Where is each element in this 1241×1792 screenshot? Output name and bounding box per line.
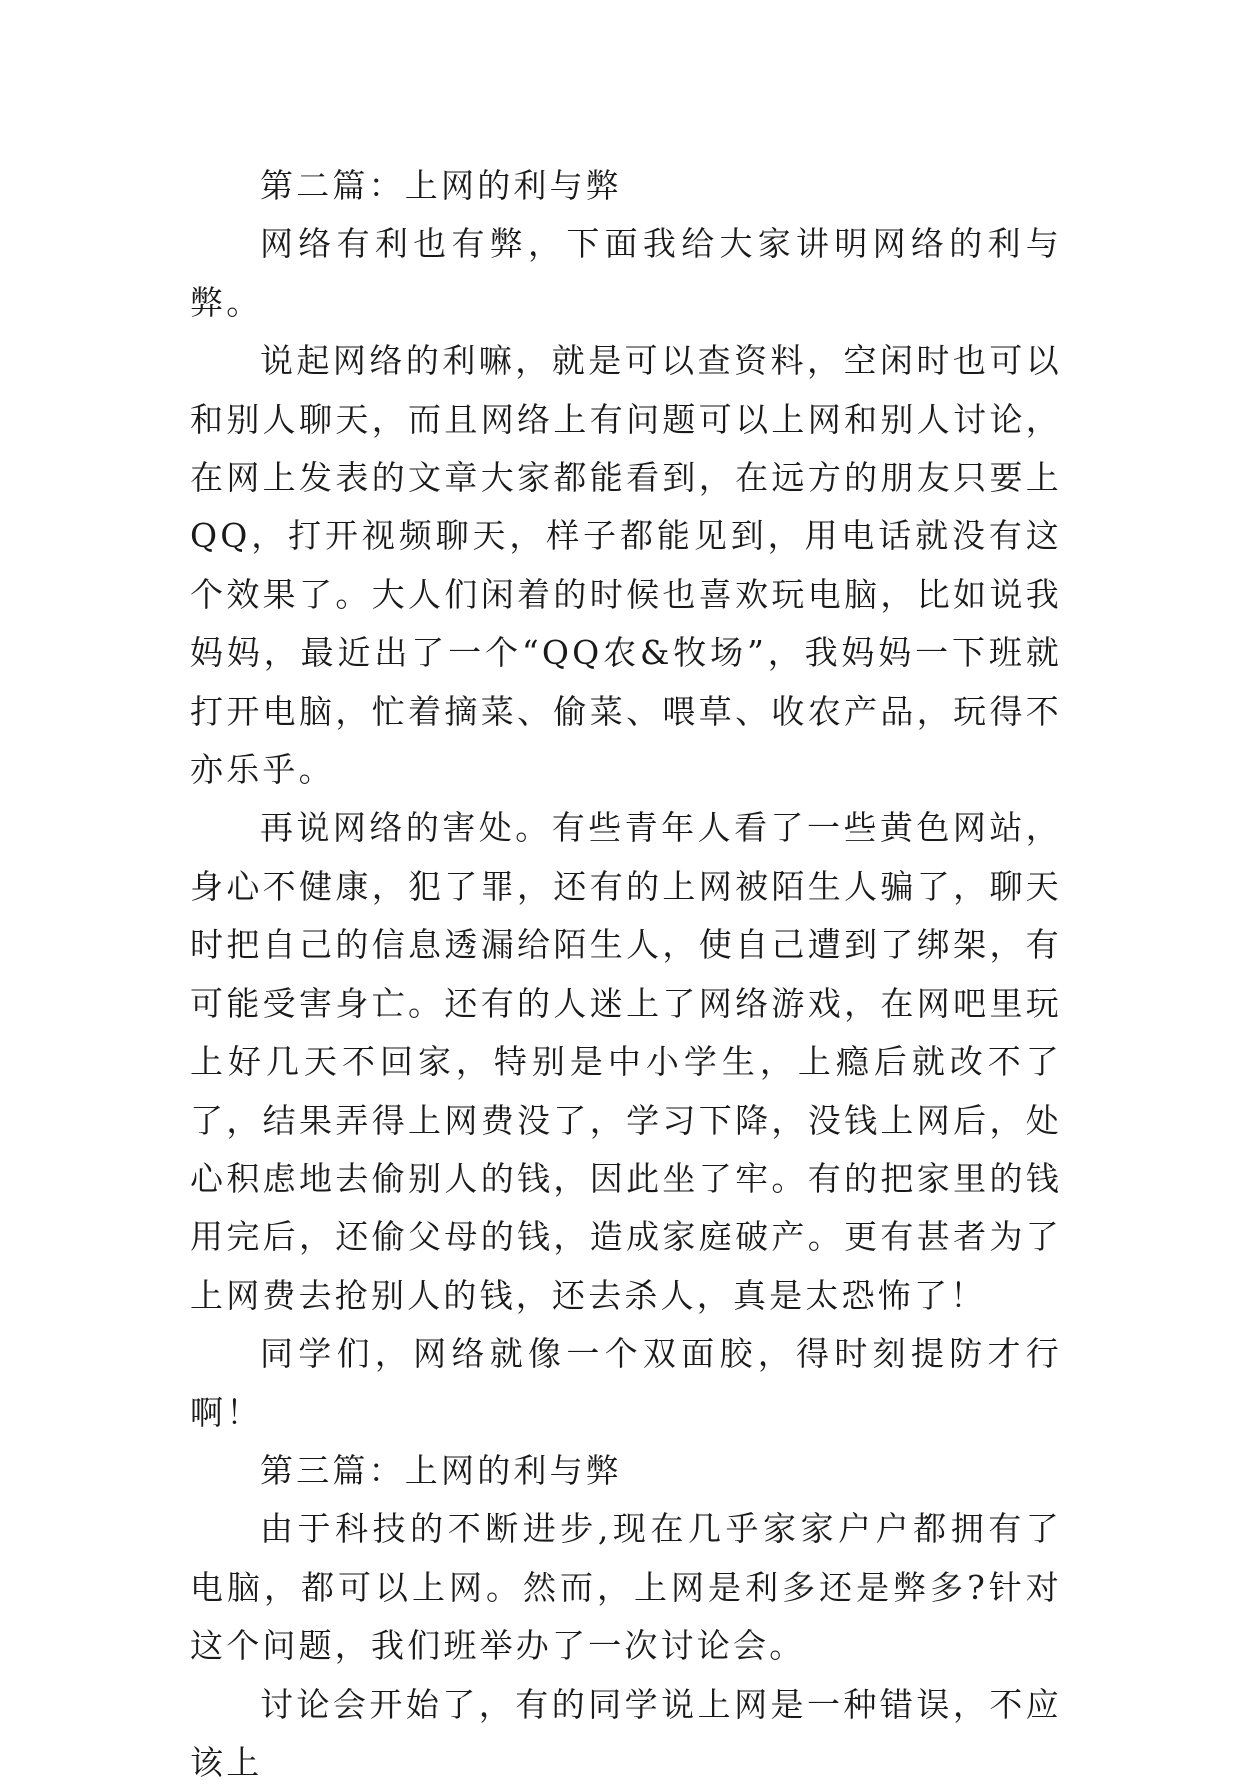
paragraph-harms: 再说网络的害处。有些青年人看了一些黄色网站，身心不健康，犯了罪，还有的上网被陌生人骗了，聊天时把自己的信息透漏给陌生人，使自己遭到了绑架，有可能受害身亡。还有的人迷上了网络游戏，在网吧里玩上好几天不回家，特别是中小学生，上瘾后就改不了了，结果弄得上网费没了，学习下降，没钱上网后，处心积虑地去偷别人的钱，因此坐了牢。有的把家里的钱用完后，还偷父母的钱，造成家庭破产。更有甚者为了上网费去抢别人的钱，还去杀人，真是太恐怖了！ bbox=[190, 808, 1062, 1315]
paragraph-benefits: 说起网络的利嘛，就是可以查资料，空闲时也可以和别人聊天，而且网络上有问题可以上网和别人讨论，在网上发表的文章大家都能看到，在远方的朋友只要上QQ，打开视频聊天，样子都能见到，用电话就没有这个效果了。大人们闲着的时候也喜欢玩电脑，比如说我妈妈，最近出了一个“QQ农&牧场”，我妈妈一下班就打开电脑，忙着摘菜、偷菜、喂草、收农产品，玩得不亦乐乎。 bbox=[190, 341, 1062, 790]
document-page bbox=[190, 157, 1062, 1792]
paragraph-discussion-intro: 由于科技的不断进步,现在几乎家家户户都拥有了电脑，都可以上网。然而，上网是利多还是弊多?针对这个问题，我们班举办了一次讨论会。 bbox=[190, 1509, 1062, 1666]
paragraph-intro: 网络有利也有弊，下面我给大家讲明网络的利与弊。 bbox=[190, 224, 1062, 322]
paragraph-discussion-start: 讨论会开始了，有的同学说上网是一种错误，不应该上 bbox=[190, 1684, 1062, 1782]
section-heading-2: 第二篇：上网的利与弊 bbox=[260, 166, 622, 205]
paragraph-conclusion: 同学们，网络就像一个双面胶，得时刻提防才行啊！ bbox=[190, 1334, 1062, 1432]
section-heading-3: 第三篇：上网的利与弊 bbox=[260, 1450, 622, 1490]
